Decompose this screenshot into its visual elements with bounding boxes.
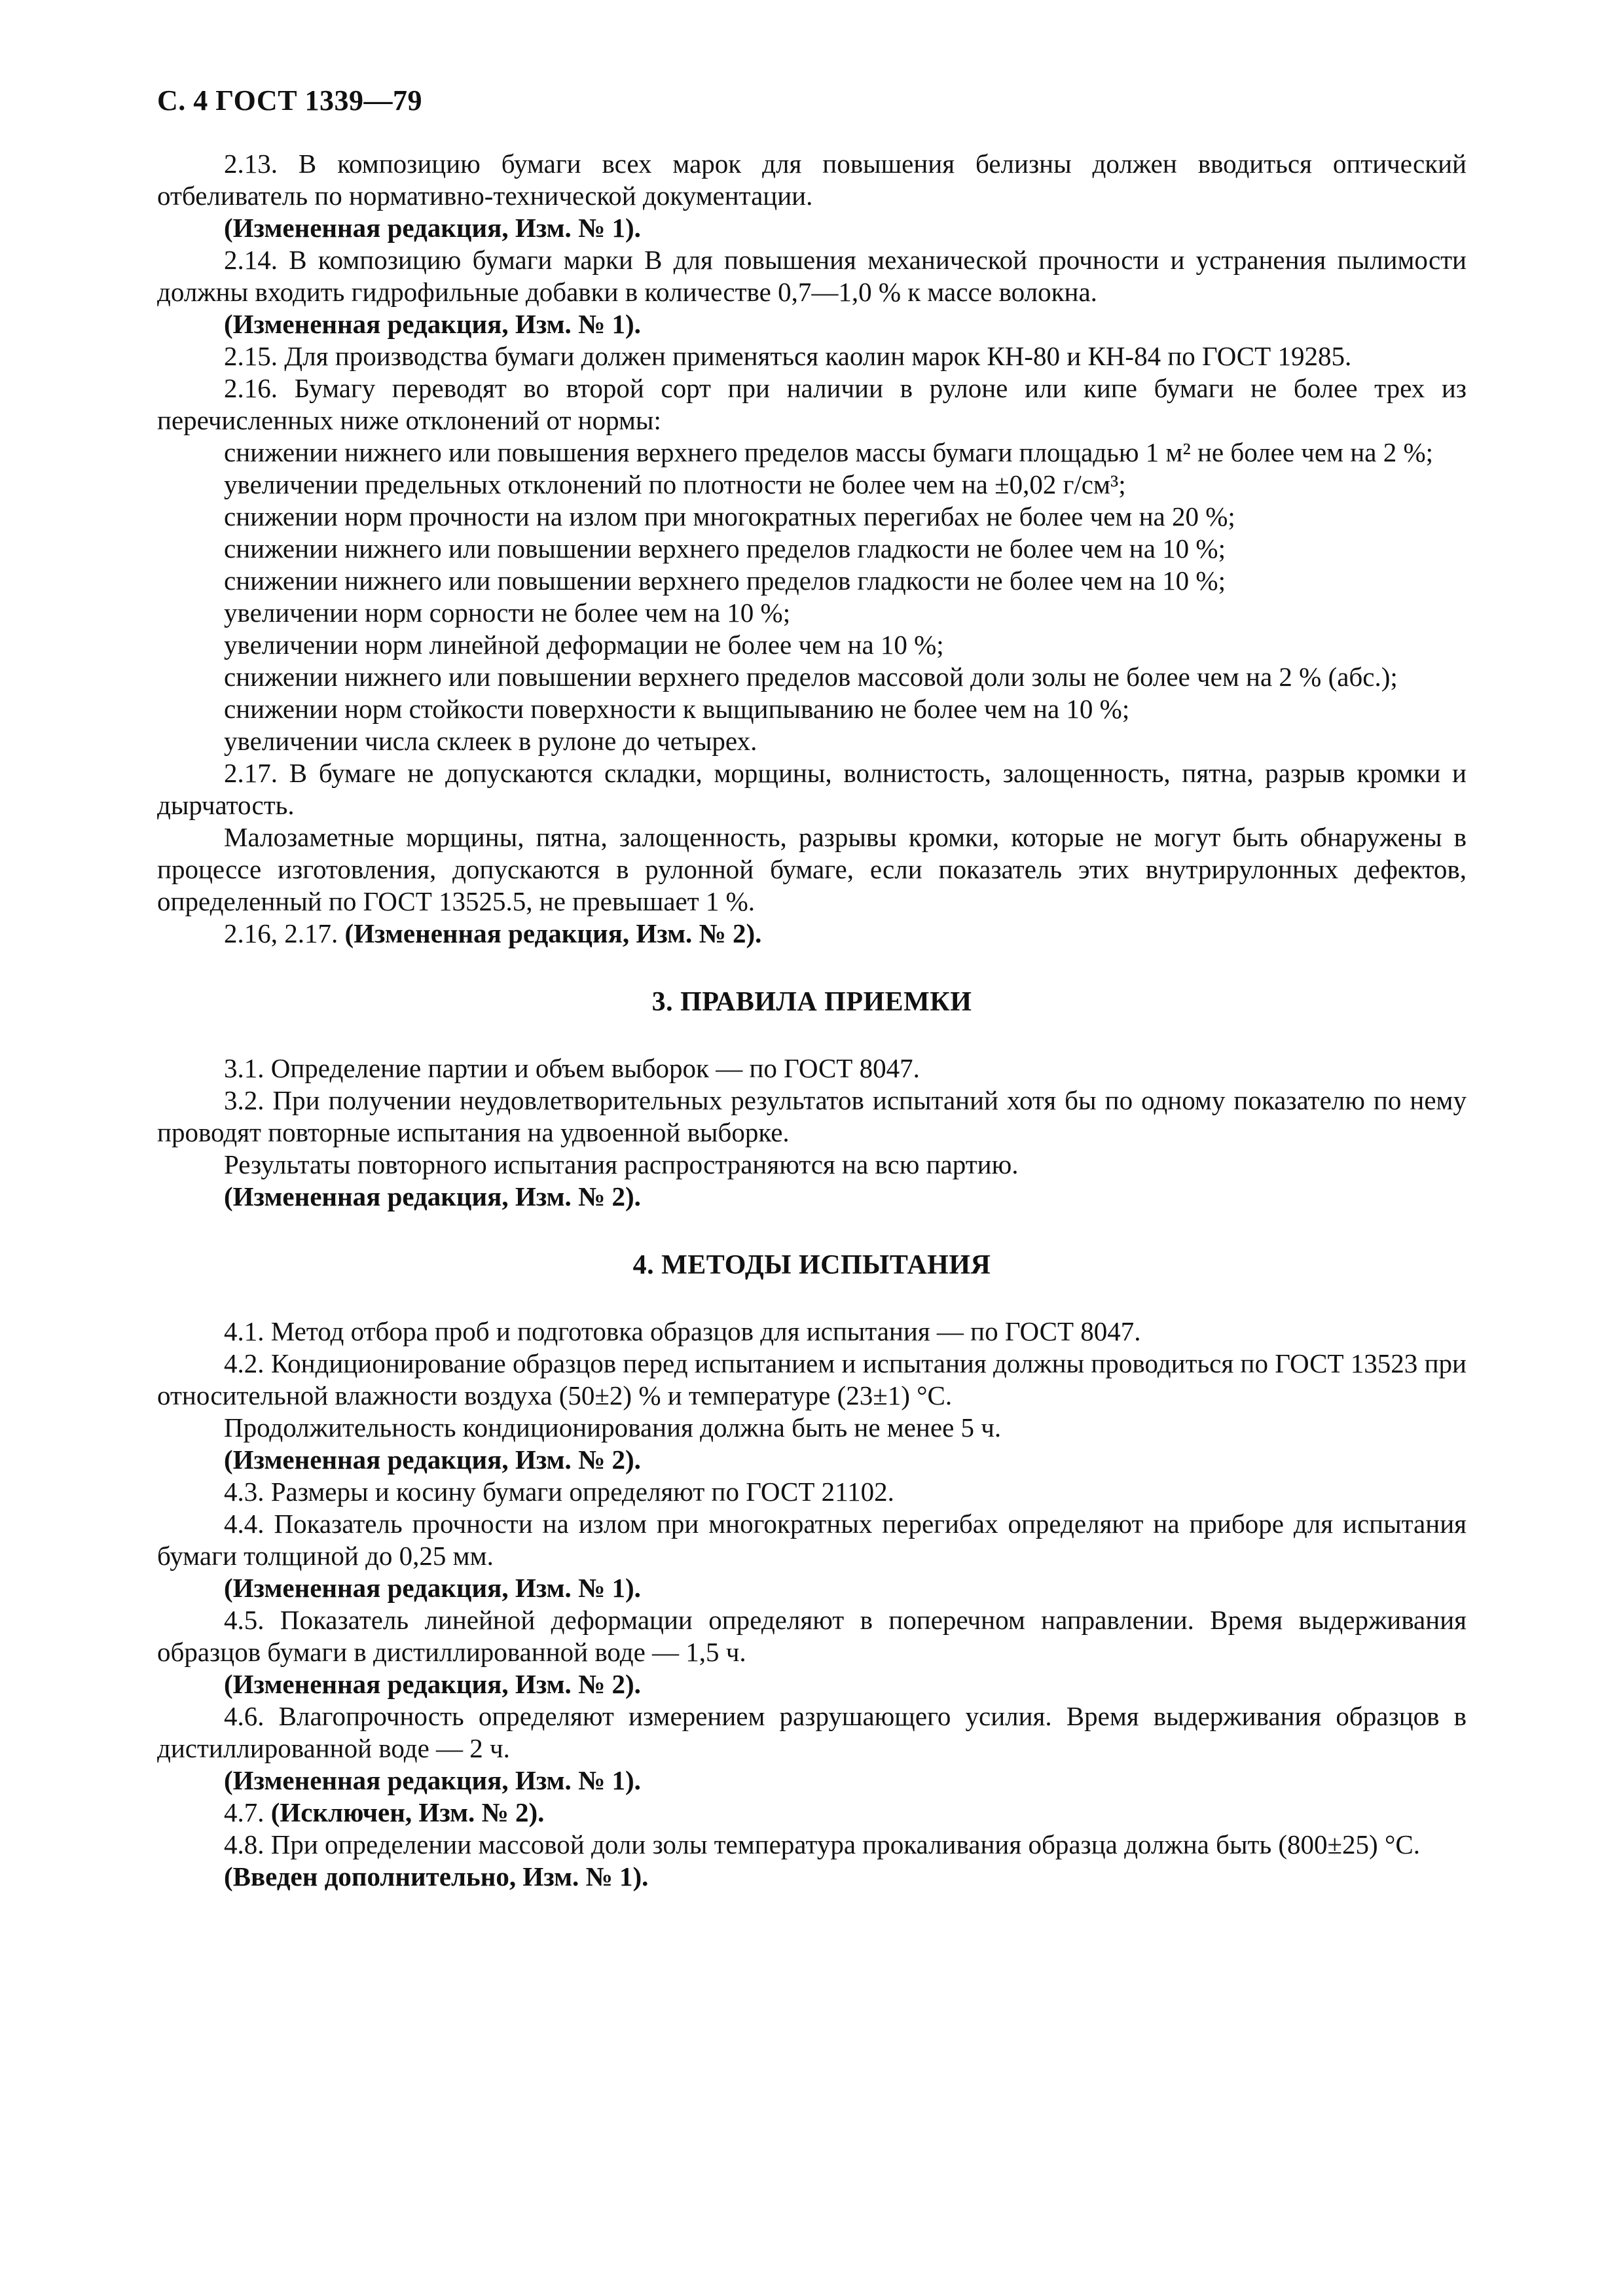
section3-body xyxy=(157,1052,1467,1213)
amendment-note: (Измененная редакция, Изм. № 1). xyxy=(224,213,641,243)
clause-4-7 xyxy=(157,1797,1467,1829)
paragraph: увеличении норм сорности не более чем на 10 %; xyxy=(224,598,791,628)
paragraph: 3.2. При получении неудовлетворительных результатов испытаний хотя бы по одному показателю по нему проводят повторные испытания на удвоенной выборке. xyxy=(157,1085,1467,1147)
paragraph: 2.13. В композицию бумаги всех марок для повышения белизны должен вводиться оптический отбеливатель по нормативно-технической документации. xyxy=(157,149,1467,211)
paragraph: увеличении числа склеек в рулоне до четырех. xyxy=(224,726,757,756)
document-body xyxy=(157,148,1467,1893)
amendment-line-prefix: 2.16, 2.17. xyxy=(224,918,345,948)
clause-prefix: 4.7. xyxy=(224,1797,271,1827)
paragraph: увеличении предельных отклонений по плотности не более чем на ±0,02 г/см³; xyxy=(224,469,1126,499)
paragraph: 2.17. В бумаге не допускаются складки, морщины, волнистость, залощенность, пятна, разрыв кромки и дырчатость. xyxy=(157,758,1467,820)
amendment-line-2-16 xyxy=(157,918,1467,950)
paragraph: снижении нижнего или повышения верхнего пределов массы бумаги площадью 1 м² не более чем на 2 %; xyxy=(224,437,1434,467)
section4-tail xyxy=(157,1829,1467,1893)
amendment-note: (Измененная редакция, Изм. № 1). xyxy=(224,309,641,339)
paragraph: 4.4. Показатель прочности на излом при многократных перегибах определяют на приборе для испытания бумаги толщиной до 0,25 мм. xyxy=(157,1509,1467,1571)
amendment-note: (Измененная редакция, Изм. № 1). xyxy=(224,1573,641,1603)
paragraph: снижении нижнего или повышении верхнего пределов гладкости не более чем на 10 %; xyxy=(224,565,1226,596)
amendment-note: (Введен дополнительно, Изм. № 1). xyxy=(224,1861,649,1892)
amendment-note: (Измененная редакция, Изм. № 2). xyxy=(224,1669,641,1699)
amendment-note: (Исключен, Изм. № 2). xyxy=(270,1797,545,1827)
paragraph: 4.8. При определении массовой доли золы температура прокаливания образца должна быть (800±25) °С. xyxy=(224,1829,1420,1859)
section4-body xyxy=(157,1316,1467,1797)
section3-title: 3. ПРАВИЛА ПРИЕМКИ xyxy=(651,987,972,1017)
paragraph: Малозаметные морщины, пятна, залощенность, разрывы кромки, которые не могут быть обнаружены в процессе изготовления, допускаются в рулонной бумаге, если показатель этих внутрирулонных дефектов, определенный по ГОСТ 13525.5, не превышает 1 %. xyxy=(157,822,1467,916)
section4-title: 4. МЕТОДЫ ИСПЫТАНИЯ xyxy=(632,1250,991,1280)
paragraph: Результаты повторного испытания распространяются на всю партию. xyxy=(224,1149,1019,1179)
paragraph: 2.14. В композицию бумаги марки В для повышения механической прочности и устранения пылимости должны входить гидрофильные добавки в количестве 0,7—1,0 % к массе волокна. xyxy=(157,245,1467,307)
amendment-note: (Измененная редакция, Изм. № 2). xyxy=(224,1444,641,1475)
amendment-note: (Измененная редакция, Изм. № 2). xyxy=(224,1181,641,1211)
paragraph: снижении норм прочности на излом при многократных перегибах не более чем на 20 %; xyxy=(224,501,1235,531)
paragraph: 4.1. Метод отбора проб и подготовка образцов для испытания — по ГОСТ 8047. xyxy=(224,1316,1141,1346)
paragraph: 4.5. Показатель линейной деформации определяют в поперечном направлении. Время выдерживания образцов бумаги в дистиллированной воде — 1,5 ч. xyxy=(157,1605,1467,1667)
paragraph: снижении нижнего или повышении верхнего пределов массовой доли золы не более чем на 2 % (абс.); xyxy=(224,662,1398,692)
paragraph: снижении норм стойкости поверхности к выщипыванию не более чем на 10 %; xyxy=(224,694,1130,724)
paragraph: 4.2. Кондиционирование образцов перед испытанием и испытания должны проводиться по ГОСТ 13523 при относительной влажности воздуха (50±2) % и температуре (23±1) °С. xyxy=(157,1348,1467,1410)
paragraph: 3.1. Определение партии и объем выборок — по ГОСТ 8047. xyxy=(224,1053,920,1083)
paragraph: 2.16. Бумагу переводят во второй сорт при наличии в рулоне или кипе бумаги не более трех из перечисленных ниже отклонений от нормы: xyxy=(157,373,1467,435)
paragraph: Продолжительность кондиционирования должна быть не менее 5 ч. xyxy=(224,1412,1002,1443)
paragraph: снижении нижнего или повышении верхнего пределов гладкости не более чем на 10 %; xyxy=(224,533,1226,564)
amendment-note: (Измененная редакция, Изм. № 2). xyxy=(344,918,762,948)
section2-continuation xyxy=(157,148,1467,918)
amendment-note: (Измененная редакция, Изм. № 1). xyxy=(224,1765,641,1795)
paragraph: 4.6. Влагопрочность определяют измерением разрушающего усилия. Время выдерживания образцов в дистиллированной воде — 2 ч. xyxy=(157,1701,1467,1763)
paragraph: 4.3. Размеры и косину бумаги определяют по ГОСТ 21102. xyxy=(224,1477,894,1507)
page-header: С. 4 ГОСТ 1339—79 xyxy=(157,84,423,117)
paragraph: 2.15. Для производства бумаги должен применяться каолин марок КН-80 и КН-84 по ГОСТ 19285. xyxy=(224,341,1352,371)
paragraph: увеличении норм линейной деформации не более чем на 10 %; xyxy=(224,630,944,660)
